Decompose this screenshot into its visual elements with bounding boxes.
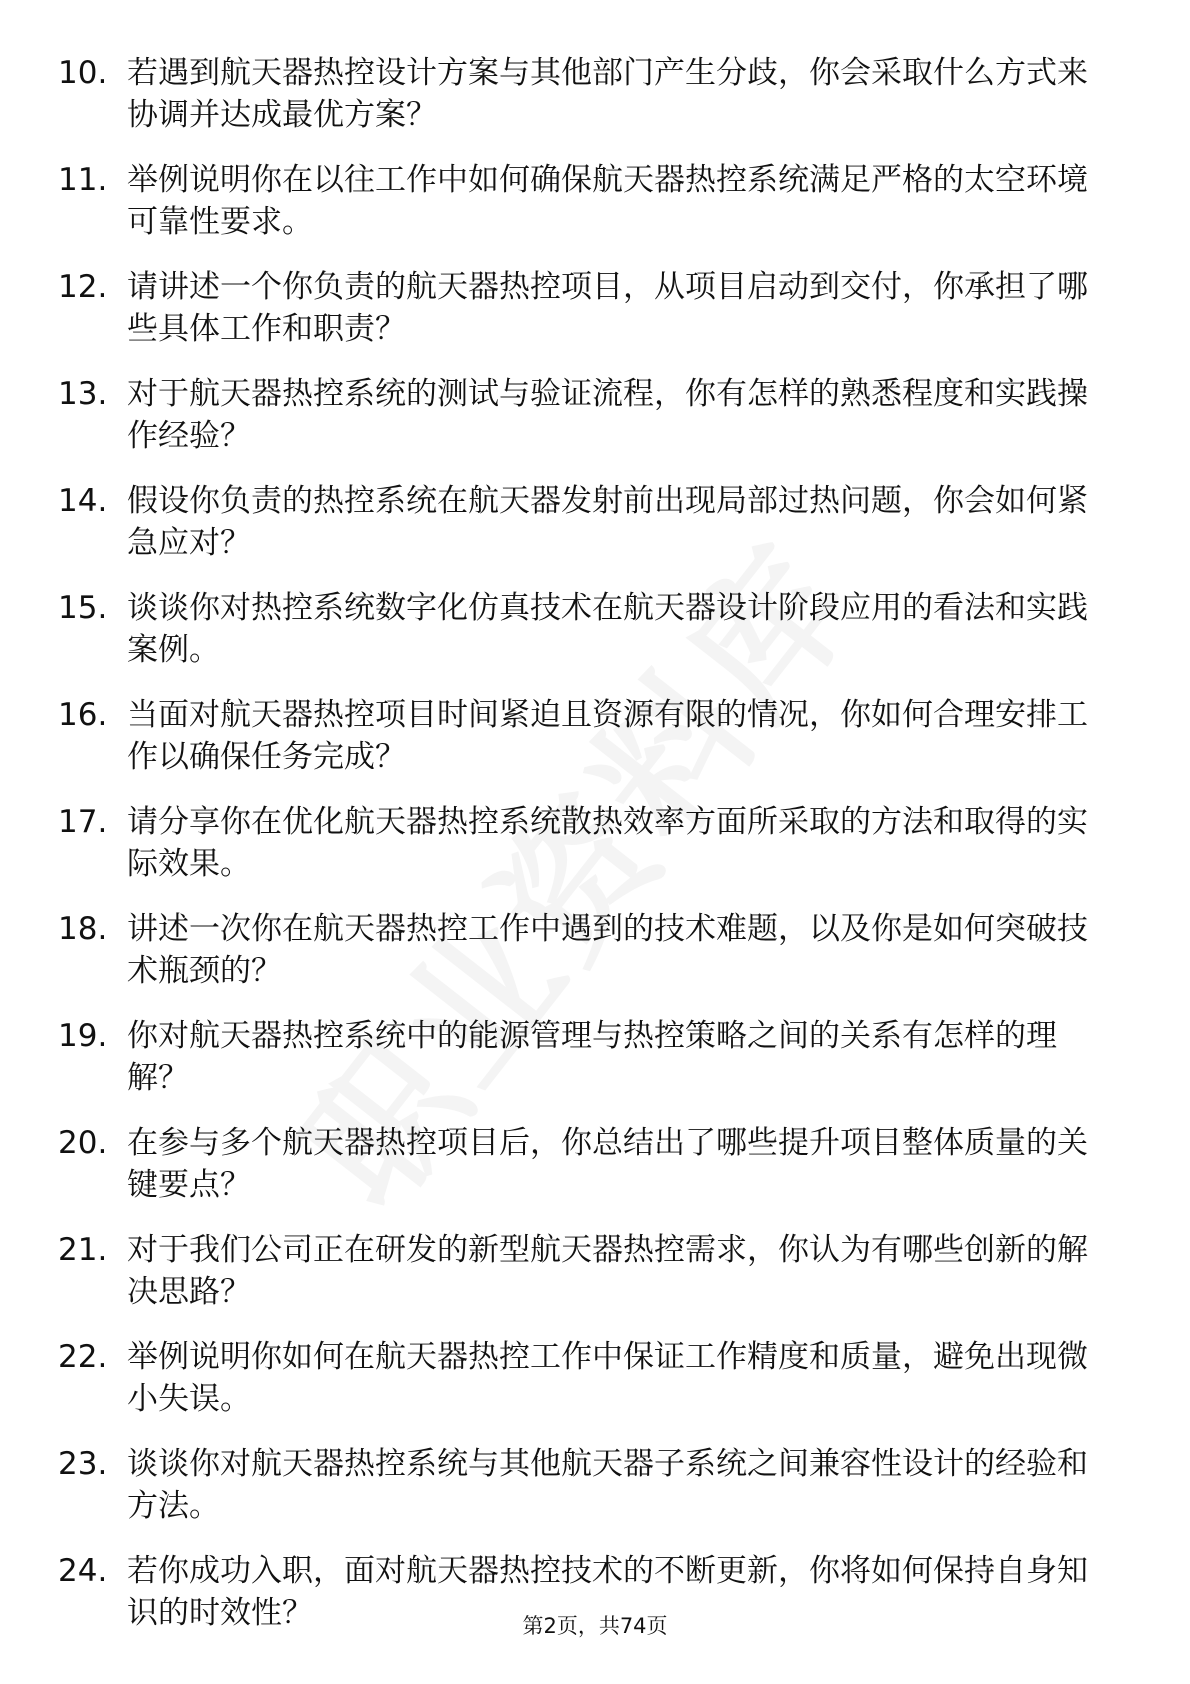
- question-number: 24.: [58, 1553, 108, 1589]
- question-text: 你对航天器热控系统中的能源管理与热控策略之间的关系有怎样的理解？: [127, 1018, 1057, 1096]
- question-item: [0, 1443, 1190, 1550]
- question-item: [0, 694, 1190, 801]
- question-item: [0, 159, 1190, 266]
- question-text: 假设你负责的热控系统在航天器发射前出现局部过热问题，你会如何紧急应对？: [127, 483, 1088, 561]
- question-text: 在参与多个航天器热控项目后，你总结出了哪些提升项目整体质量的关键要点？: [127, 1125, 1088, 1203]
- question-number: 18.: [58, 911, 108, 947]
- question-text: 若遇到航天器热控设计方案与其他部门产生分歧，你会采取什么方式来协调并达成最优方案？: [127, 55, 1088, 133]
- question-number: 15.: [58, 590, 108, 626]
- question-text: 讲述一次你在航天器热控工作中遇到的技术难题，以及你是如何突破技术瓶颈的？: [127, 911, 1088, 989]
- question-text: 对于我们公司正在研发的新型航天器热控需求，你认为有哪些创新的解决思路？: [127, 1232, 1088, 1310]
- question-text: 对于航天器热控系统的测试与验证流程，你有怎样的熟悉程度和实践操作经验？: [127, 376, 1088, 454]
- question-number: 21.: [58, 1232, 108, 1268]
- question-text: 若你成功入职，面对航天器热控技术的不断更新，你将如何保持自身知识的时效性？: [127, 1553, 1088, 1631]
- question-list: [0, 52, 1190, 1657]
- question-item: [0, 1015, 1190, 1122]
- question-number: 22.: [58, 1339, 108, 1375]
- question-item: [0, 1229, 1190, 1336]
- question-text: 请讲述一个你负责的航天器热控项目，从项目启动到交付，你承担了哪些具体工作和职责？: [127, 269, 1088, 347]
- question-item: [0, 801, 1190, 908]
- question-item: [0, 908, 1190, 1015]
- question-number: 20.: [58, 1125, 108, 1161]
- question-item: [0, 373, 1190, 480]
- question-item: [0, 480, 1190, 587]
- question-item: [0, 1550, 1190, 1657]
- question-number: 17.: [58, 804, 108, 840]
- question-text: 谈谈你对热控系统数字化仿真技术在航天器设计阶段应用的看法和实践案例。: [127, 590, 1088, 668]
- question-item: [0, 1336, 1190, 1443]
- question-text: 举例说明你如何在航天器热控工作中保证工作精度和质量，避免出现微小失误。: [127, 1339, 1088, 1417]
- question-text: 谈谈你对航天器热控系统与其他航天器子系统之间兼容性设计的经验和方法。: [127, 1446, 1088, 1524]
- question-number: 13.: [58, 376, 108, 412]
- page-footer: 第2页，共74页: [522, 1614, 668, 1638]
- question-number: 14.: [58, 483, 108, 519]
- question-number: 10.: [58, 55, 108, 91]
- question-item: [0, 52, 1190, 159]
- question-item: [0, 266, 1190, 373]
- question-number: 16.: [58, 697, 108, 733]
- question-number: 11.: [58, 162, 108, 198]
- question-number: 23.: [58, 1446, 108, 1482]
- question-text: 请分享你在优化航天器热控系统散热效率方面所采取的方法和取得的实际效果。: [127, 804, 1088, 882]
- question-text: 当面对航天器热控项目时间紧迫且资源有限的情况，你如何合理安排工作以确保任务完成？: [127, 697, 1088, 775]
- question-number: 19.: [58, 1018, 108, 1054]
- question-item: [0, 1122, 1190, 1229]
- question-text: 举例说明你在以往工作中如何确保航天器热控系统满足严格的太空环境可靠性要求。: [127, 162, 1088, 240]
- question-item: [0, 587, 1190, 694]
- question-number: 12.: [58, 269, 108, 305]
